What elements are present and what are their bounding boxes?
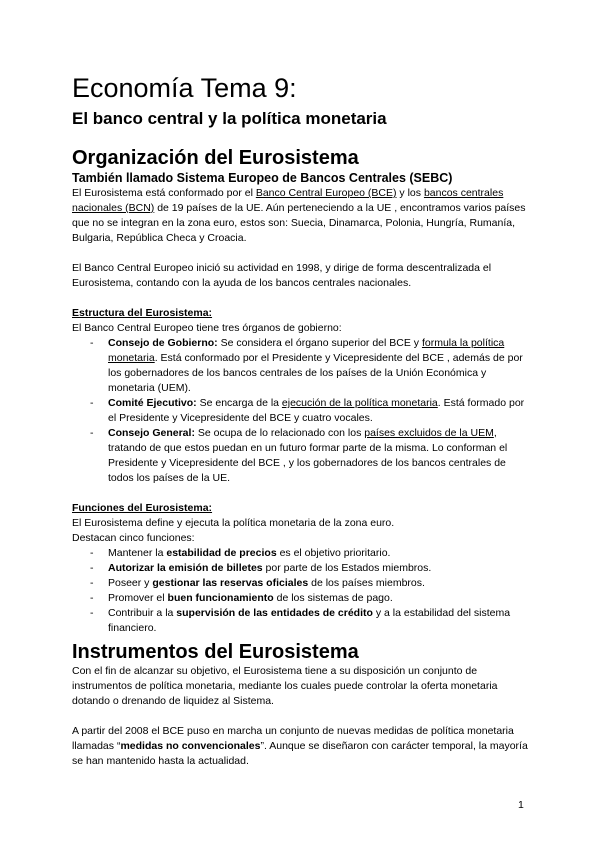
section-organizacion (72, 146, 532, 636)
text: A partir del 2008 el BCE puso en marcha un conjunto de nuevas medidas de política monetaria llamadas “ (72, 725, 514, 752)
list-item (72, 591, 532, 606)
text: es el objetivo prioritario. (276, 547, 391, 559)
estructura-intro: El Banco Central Europeo tiene tres órganos de gobierno: (72, 322, 342, 334)
paragraph-bce-history: El Banco Central Europeo inició su actividad en 1998, y dirige de forma descentralizada el Eurosistema, contando con la ayuda de los bancos centrales nacionales. (72, 262, 492, 289)
paragraph-instrumentos: Con el fin de alcanzar su objetivo, el Eurosistema tiene a su disposición un conjunto de instrumentos de política monetaria, mediante los cuales puede controlar la oferta monetaria dotando o drenando de liquidez al Sistema. (72, 665, 498, 707)
funciones-intro-2: Destacan cinco funciones: (72, 532, 195, 544)
section-heading: Instrumentos del Eurosistema (72, 641, 359, 663)
item-underlined: formula la política monetaria (108, 337, 505, 364)
text: ”. Aunque se diseñaron con carácter temporal, la mayoría se han mantenido hasta la actualidad. (72, 740, 528, 767)
text: Contribuir a la (108, 607, 177, 619)
item-bold: gestionar las reservas oficiales (152, 577, 309, 589)
text: Poseer y (108, 577, 153, 589)
list-item (72, 426, 532, 486)
text: y a la estabilidad del sistema financiero. (108, 607, 511, 634)
text: de 19 países de la UE. Aún perteneciendo a la UE , encontramos varios países que no se integran en la zona euro, estos son: Suecia, Dinamarca, Polonia, Hungría, Rumanía, Bulgaria, República Checa y Croacia. (72, 202, 526, 244)
estructura-list (72, 336, 532, 486)
term-bce: Banco Central Europeo (BCE) (255, 187, 397, 199)
text: Mantener la (108, 547, 167, 559)
funciones-list (72, 546, 532, 636)
page-number: 1 (518, 799, 524, 811)
text: de los países miembros. (308, 577, 425, 589)
estructura-heading: Estructura del Eurosistema: (72, 307, 213, 319)
text: . Está formado por el Presidente y Vicepresidente del BCE y cuatro vocales. (108, 397, 525, 424)
item-underlined: países excluidos de la UEM (364, 427, 494, 439)
section-subheading: También llamado Sistema Europeo de Bancos Centrales (SEBC) (72, 171, 453, 185)
text: Se ocupa de lo relacionado con los (194, 427, 365, 439)
item-term: Comité Ejecutivo: (108, 397, 197, 409)
paragraph-medidas (72, 724, 532, 769)
text: Se considera el órgano superior del BCE y (217, 337, 422, 349)
funciones-heading: Funciones del Eurosistema: (72, 502, 213, 514)
list-item (72, 336, 532, 396)
list-item (72, 576, 532, 591)
paragraph-intro (72, 186, 532, 246)
term-bcn: bancos centrales nacionales (BCN) (72, 187, 504, 214)
document-subtitle: El banco central y la política monetaria (72, 109, 387, 128)
text: . Está conformado por el Presidente y Vicepresidente del BCE , además de por los gobernadores de los bancos centrales de los países de la Unión Económica y monetaria (UEM). (108, 352, 523, 394)
list-item (72, 546, 532, 561)
list-item (72, 561, 532, 576)
item-underlined: ejecución de la política monetaria (281, 397, 438, 409)
section-instrumentos (72, 640, 532, 769)
document-title: Economía Tema 9: (72, 73, 297, 103)
list-item (72, 606, 532, 636)
item-bold: estabilidad de precios (166, 547, 277, 559)
term-medidas: medidas no convencionales (120, 740, 261, 752)
text: Se encarga de la (196, 397, 282, 409)
item-term: Consejo de Gobierno: (108, 337, 218, 349)
funciones-intro: El Eurosistema define y ejecuta la política monetaria de la zona euro. (72, 517, 395, 529)
item-bold: supervisión de las entidades de crédito (176, 607, 373, 619)
text: de los sistemas de pago. (273, 592, 393, 604)
list-item (72, 396, 532, 426)
item-bold: buen funcionamiento (167, 592, 274, 604)
text: por parte de los Estados miembros. (262, 562, 432, 574)
item-bold: Autorizar la emisión de billetes (108, 562, 263, 574)
section-heading: Organización del Eurosistema (72, 147, 359, 169)
text: , tratando de que estos puedan en un futuro formar parte de la misma. Lo conforman el Presidente y Vicepresidente del BCE , y los gobernadores de los bancos centrales de todos los países de la UE. (108, 427, 508, 484)
item-term: Consejo General: (108, 427, 195, 439)
text: y los (396, 187, 424, 199)
text: El Eurosistema está conformado por el (72, 187, 256, 199)
text: Promover el (108, 592, 168, 604)
